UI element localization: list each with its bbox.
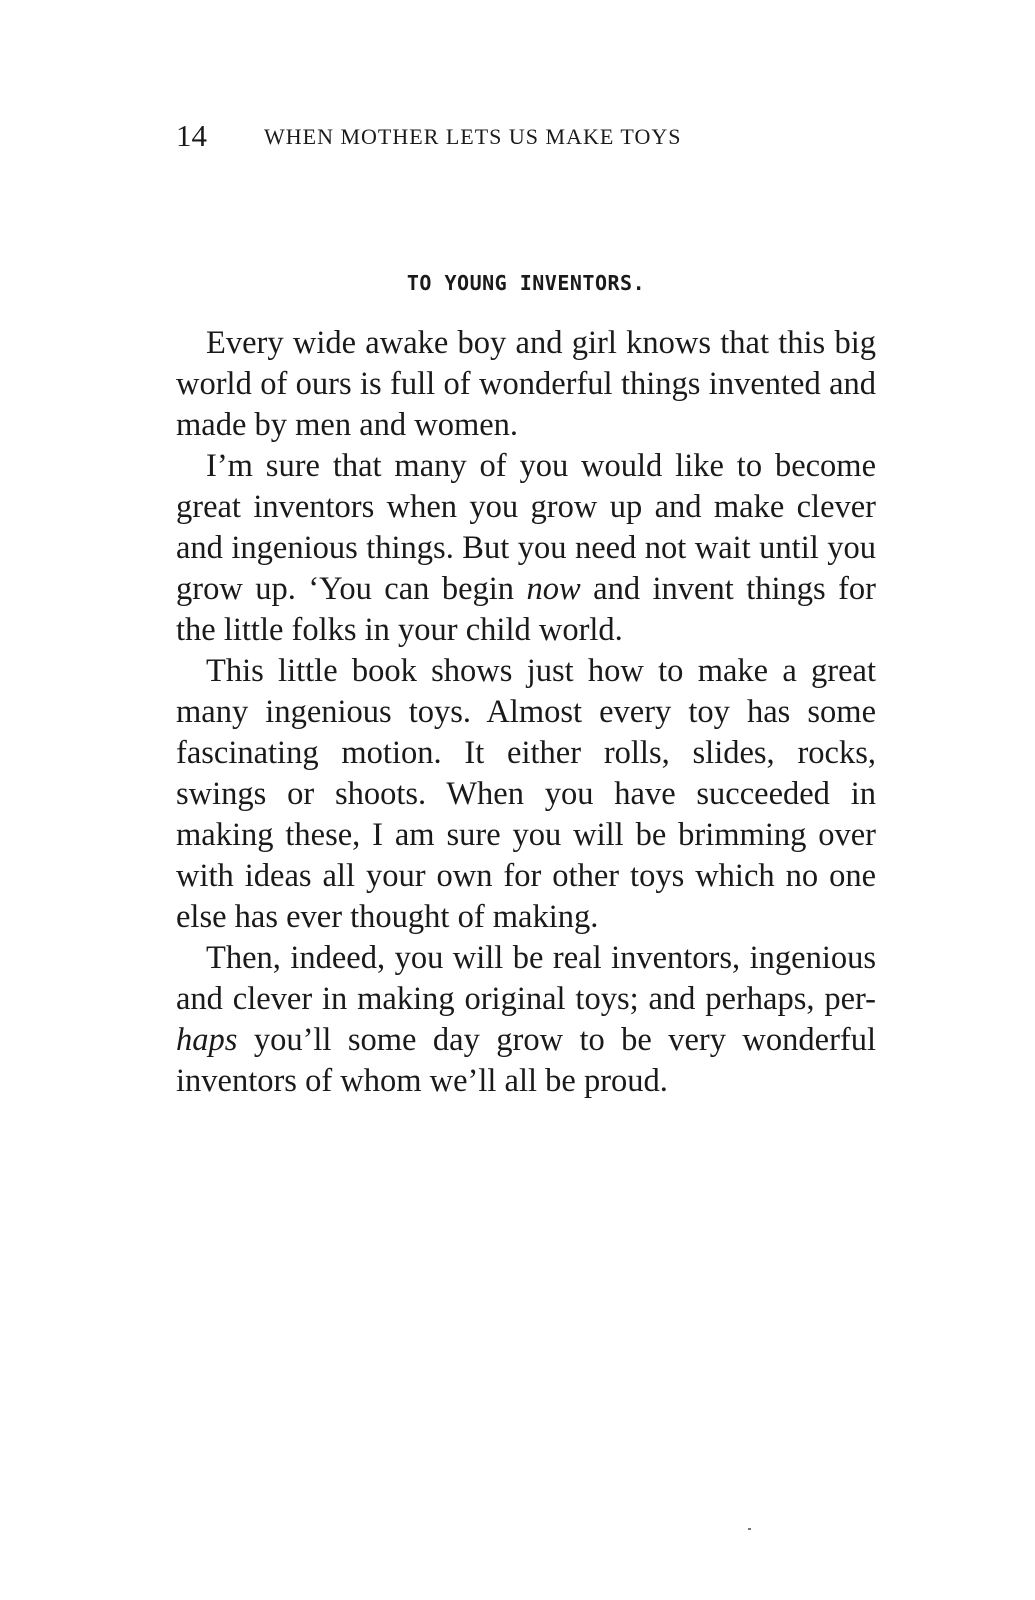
paragraph xyxy=(176,323,876,446)
running-head: WHEN MOTHER LETS US MAKE TOYS xyxy=(264,124,682,149)
page-header xyxy=(176,118,876,154)
emphasis-text: now xyxy=(526,571,581,607)
paragraph-text: you’ll some day grow to be very wonderful inventors of whom we’ll all be proud. xyxy=(176,1022,876,1099)
paragraph xyxy=(176,446,876,651)
body-text xyxy=(176,323,876,1102)
paragraph-text: This little book shows just how to make a great many ingenious toys. Almost every toy has some fascinating motion. It either rolls, slides, rocks, swings or shoots. When you have succeeded in making these, I am sure you will be brimming over with ideas all your own for other toys which no one else has ever thought of making. xyxy=(176,653,876,935)
emphasis-text: haps xyxy=(176,1022,238,1058)
paragraph xyxy=(176,938,876,1102)
page-number: 14 xyxy=(176,118,207,153)
paragraph-text: I’m sure that many of you would like to become great inventors when you grow up and make clever and ingenious things. But you need not wait until you grow up. ‘You can begin xyxy=(176,448,876,607)
paragraph-text: Then, indeed, you will be real inventors, ingenious and clever in making original toys; and perhaps, per- xyxy=(176,940,876,1017)
section-title: TO YOUNG INVENTORS. xyxy=(406,271,646,295)
paragraph-text: and invent things for the little folks in your child world. xyxy=(176,571,877,648)
paragraph xyxy=(176,651,876,938)
paragraph-text: Every wide awake boy and girl knows that this big world of ours is full of wonderful things invented and made by men and women. xyxy=(176,325,876,443)
scan-speck xyxy=(748,1528,751,1530)
